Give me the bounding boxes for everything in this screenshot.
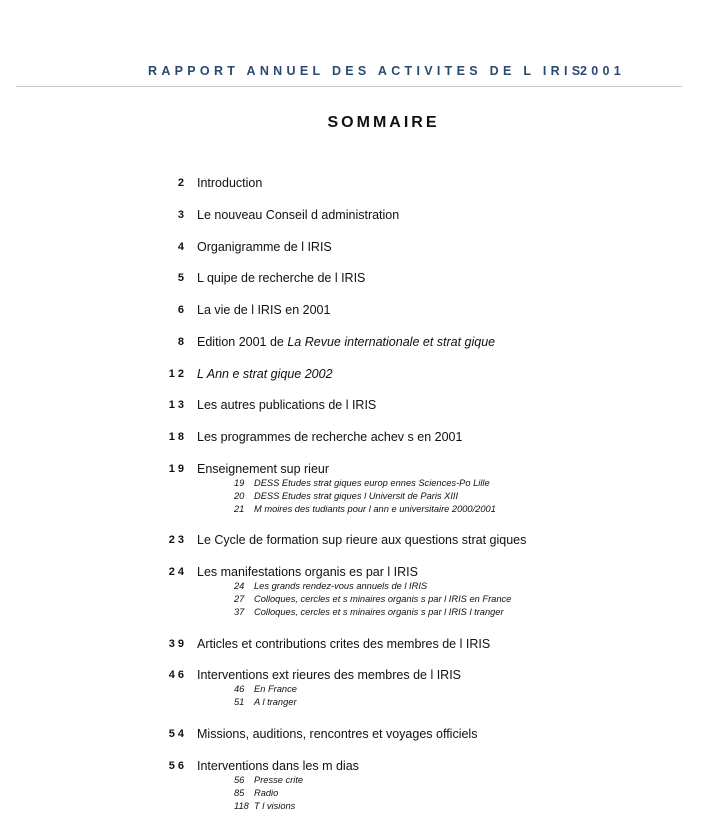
toc-entry-label: L quipe de recherche de l IRIS — [197, 271, 366, 285]
report-year: 2001 — [580, 64, 626, 78]
toc-subentry-label: Les grands rendez-vous annuels de l IRIS — [254, 581, 428, 591]
toc-subentry-label: M moires des tudiants pour l ann e universitaire 2000/2001 — [254, 504, 496, 514]
toc-entry-label: Les autres publications de l IRIS — [197, 398, 377, 412]
toc-entry-label: Organigramme de l IRIS — [197, 240, 332, 254]
toc-entry-label: Interventions dans les m dias — [197, 759, 359, 773]
toc-entry-label: Les programmes de recherche achev s en 2001 — [197, 430, 463, 444]
page-title: SOMMAIRE — [327, 114, 440, 131]
toc-entry-label: Articles et contributions crites des membres de l IRIS — [197, 637, 491, 651]
toc-subentry-page-number: 19 — [234, 478, 245, 488]
toc-entry-label-italic: L Ann e strat gique 2002 — [197, 367, 333, 381]
toc-entry-label-italic: La Revue internationale et strat gique — [287, 335, 496, 349]
toc-entry-label: Missions, auditions, rencontres et voyages officiels — [197, 727, 478, 741]
toc-page-number: 46 — [168, 669, 187, 681]
toc-entry-label: Le nouveau Conseil d administration — [197, 208, 400, 222]
toc-subentry — [0, 491, 723, 504]
toc-page-number: 56 — [168, 760, 187, 772]
toc-entry-label — [197, 335, 495, 349]
toc-entry-label: Les manifestations organis es par l IRIS — [197, 565, 418, 579]
toc-page-number: 18 — [168, 431, 187, 443]
toc-subentry-label: Radio — [254, 788, 279, 798]
toc-subentry-label: Colloques, cercles et s minaires organis s par l IRIS en France — [254, 594, 512, 604]
toc-subentry — [0, 801, 723, 814]
toc-entry-label: Enseignement sup rieur — [197, 462, 330, 476]
toc-subentry — [0, 478, 723, 491]
toc-subentry — [0, 788, 723, 801]
toc-subentry-label: DESS Etudes strat giques europ ennes Sciences-Po Lille — [254, 478, 490, 488]
toc-subentry — [0, 594, 723, 607]
toc-page-number: 24 — [168, 566, 187, 578]
toc-subentry-label: T l visions — [254, 801, 296, 811]
toc-page-number: 8 — [177, 336, 187, 348]
toc-subentry — [0, 775, 723, 788]
toc-subentry-label: DESS Etudes strat giques l Universit de Paris XIII — [254, 491, 459, 501]
toc-entry-label — [197, 367, 333, 381]
toc-subentry-page-number: 24 — [234, 581, 245, 591]
toc-subentry-label: Colloques, cercles et s minaires organis s par l IRIS l tranger — [254, 607, 504, 617]
toc-subentry-page-number: 37 — [234, 607, 245, 617]
toc-page-number: 12 — [168, 368, 187, 380]
toc-entry-label-prefix: Edition 2001 de — [197, 335, 288, 349]
toc-page-number: 5 — [177, 272, 187, 284]
toc-subentry-page-number: 21 — [234, 504, 245, 514]
toc-page-number: 3 — [177, 209, 187, 221]
report-title: RAPPORT ANNUEL DES ACTIVITES DE L IRIS — [148, 64, 585, 78]
toc-subentry-label: En France — [254, 684, 297, 694]
toc-entry-label: La vie de l IRIS en 2001 — [197, 303, 331, 317]
toc-subentry-label: Presse crite — [254, 775, 304, 785]
toc-entry-label: Introduction — [197, 176, 263, 190]
toc-subentry — [0, 581, 723, 594]
toc-subentry-label: A l tranger — [254, 697, 297, 707]
toc-entry-label: Interventions ext rieures des membres de l IRIS — [197, 668, 462, 682]
toc-page-number: 39 — [168, 638, 187, 650]
toc-subentry-page-number: 46 — [234, 684, 245, 694]
toc-page-number: 13 — [168, 399, 187, 411]
toc-subentry-page-number: 85 — [234, 788, 245, 798]
toc-page-number: 23 — [168, 534, 187, 546]
toc-subentry — [0, 684, 723, 697]
toc-subentry — [0, 697, 723, 710]
toc-subentry-page-number: 51 — [234, 697, 245, 707]
toc-subentry-page-number: 20 — [234, 491, 245, 501]
toc-page-number: 54 — [168, 728, 187, 740]
toc-entry-label: Le Cycle de formation sup rieure aux questions strat giques — [197, 533, 527, 547]
toc-subentry — [0, 504, 723, 517]
toc-subentry-page-number: 118 — [234, 801, 249, 811]
toc-page-number: 4 — [177, 241, 187, 253]
toc-subentry-page-number: 56 — [234, 775, 245, 785]
toc-subentry-page-number: 27 — [234, 594, 245, 604]
toc-subentry — [0, 607, 723, 620]
toc-page-number: 2 — [177, 177, 187, 189]
toc-page-number: 6 — [177, 304, 187, 316]
toc-page-number: 19 — [168, 463, 187, 475]
